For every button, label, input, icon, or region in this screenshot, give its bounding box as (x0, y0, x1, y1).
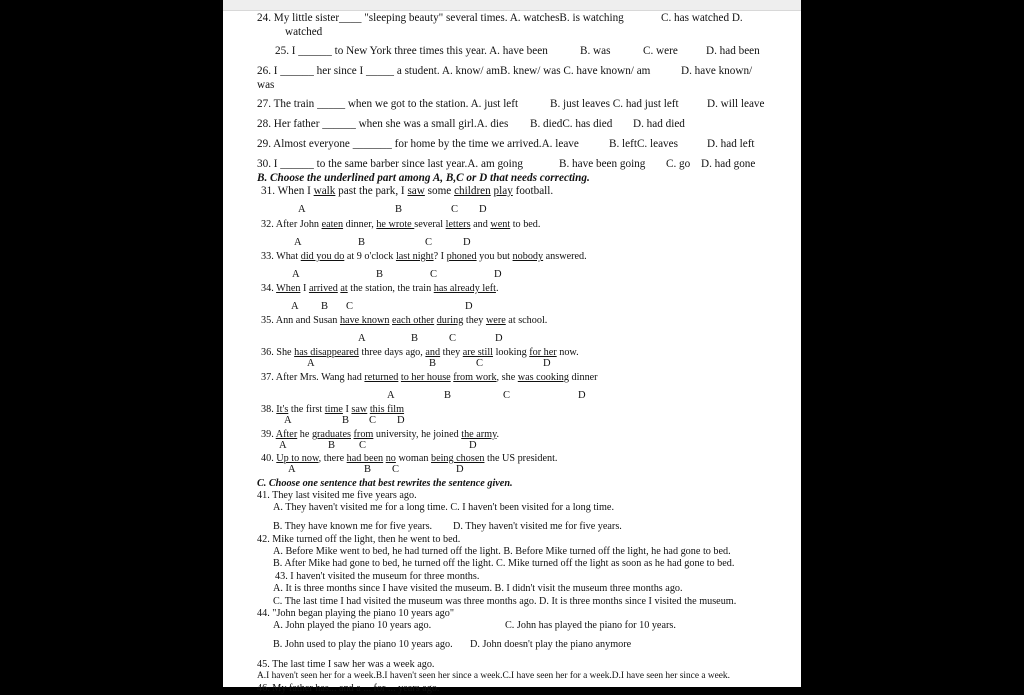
q31-label-a: A (298, 204, 306, 215)
q42-question: 42. Mike turned off the light, then he went to bed. (257, 534, 461, 545)
q41-option-d: D. They haven't visited me for five years. (453, 521, 622, 532)
q35-label-b: B (411, 333, 419, 344)
q25-text: 25. I ______ to New York three times this year. A. have been (275, 45, 548, 57)
q40-label-a: A (288, 464, 296, 475)
q32-label-c: C (425, 237, 433, 248)
q27-text: 27. The train _____ when we got to the station. A. just left (257, 98, 519, 110)
q37-sentence: 37. After Mrs. Wang had returned to her house from work, she was cooking dinner (261, 372, 598, 383)
q40-label-b: B (364, 464, 372, 475)
q39-label-b: B (328, 440, 336, 451)
q44-option-c: C. John has played the piano for 10 years. (505, 620, 676, 631)
q38-label-d: D (397, 415, 405, 426)
q29-option-d: D. had left (707, 138, 755, 150)
q29-text: 29. Almost everyone _______ for home by the time we arrived.A. leave (257, 138, 579, 150)
q25-option-b: B. was (580, 45, 611, 57)
q44-option-a: A. John played the piano 10 years ago. (273, 620, 432, 631)
q42-options-ab: A. Before Mike went to bed, he had turned off the light. B. Before Mike turned off the light, he had gone to bed. (273, 546, 731, 557)
q34-label-d: D (465, 301, 473, 312)
q37-label-d: D (578, 390, 586, 401)
q40-sentence: 40. Up to now, there had been no woman being chosen the US president. (261, 453, 558, 464)
q43-options-cd: C. The last time I had visited the museum was three months ago. D. It is three months since I visited the museum. (273, 596, 737, 607)
q37-label-c: C (503, 390, 511, 401)
q28-text: 28. Her father ______ when she was a small girl.A. dies (257, 118, 509, 130)
section-b-heading: B. Choose the underlined part among A, B,C or D that needs correcting. (257, 172, 590, 184)
q39-label-c: C (359, 440, 367, 451)
q36-label-d: D (543, 358, 551, 369)
q35-label-d: D (495, 333, 503, 344)
q43-question: 43. I haven't visited the museum for three months. (275, 571, 480, 582)
q31-label-c: C (451, 204, 459, 215)
document-page (223, 0, 801, 694)
viewer-top-bar (223, 0, 801, 11)
q26-option-d-cont: was (257, 79, 275, 91)
q24-option-cd: C. has watched D. (661, 12, 743, 24)
q34-sentence: 34. When I arrived at the station, the train has already left. (261, 283, 499, 294)
q39-label-a: A (279, 440, 287, 451)
q28-option-d: D. had died (633, 118, 685, 130)
q38-label-a: A (284, 415, 292, 426)
q32-label-a: A (294, 237, 302, 248)
q37-label-b: B (444, 390, 452, 401)
q36-label-a: A (307, 358, 315, 369)
q38-sentence: 38. It's the first time I saw this film (261, 404, 405, 415)
q35-label-c: C (449, 333, 457, 344)
q25-option-c: C. were (643, 45, 678, 57)
q32-sentence: 32. After John eaten dinner, he wrote several letters and went to bed. (261, 219, 541, 230)
q35-label-a: A (358, 333, 366, 344)
q24-option-d-cont: watched (285, 26, 323, 38)
q24-text: 24. My little sister____ "sleeping beauty" several times. A. watchesB. is watching (257, 12, 624, 24)
q26-option-d: D. have known/ (681, 65, 753, 77)
q32-label-b: B (358, 237, 366, 248)
q29-option-bc: B. leftC. leaves (609, 138, 678, 150)
q30-option-c: C. go (666, 158, 691, 170)
q33-label-d: D (494, 269, 502, 280)
q25-option-d: D. had been (706, 45, 760, 57)
q40-label-c: C (392, 464, 400, 475)
q35-sentence: 35. Ann and Susan have known each other during they were at school. (261, 315, 548, 326)
q34-label-a: A (291, 301, 299, 312)
q44-option-d: D. John doesn't play the piano anymore (470, 639, 632, 650)
section-c-heading: C. Choose one sentence that best rewrites the sentence given. (257, 478, 513, 489)
q34-label-c: C (346, 301, 354, 312)
q43-options-ab: A. It is three months since I have visited the museum. B. I didn't visit the museum three months ago. (273, 583, 683, 594)
q30-option-b: B. have been going (559, 158, 646, 170)
q42-options-bc: B. After Mike had gone to bed, he turned off the light. C. Mike turned off the light as soon as he had gone to bed. (273, 558, 735, 569)
q27-option-bc: B. just leaves C. had just left (550, 98, 679, 110)
q38-label-b: B (342, 415, 350, 426)
q44-option-b: B. John used to play the piano 10 years ago. (273, 639, 453, 650)
q37-label-a: A (387, 390, 395, 401)
q39-label-d: D (469, 440, 477, 451)
q41-option-b: B. They have known me for five years. (273, 521, 433, 532)
q36-label-c: C (476, 358, 484, 369)
q30-text: 30. I ______ to the same barber since last year.A. am going (257, 158, 523, 170)
q31-sentence: 31. When I walk past the park, I saw some children play football. (261, 185, 554, 197)
q32-label-d: D (463, 237, 471, 248)
q30-option-d: D. had gone (701, 158, 756, 170)
q33-sentence: 33. What did you do at 9 o'clock last night? I phoned you but nobody answered. (261, 251, 587, 262)
q28-option-bc: B. diedC. has died (530, 118, 613, 130)
q27-option-d: D. will leave (707, 98, 765, 110)
q39-sentence: 39. After he graduates from university, he joined the army. (261, 429, 500, 440)
q31-label-d: D (479, 204, 487, 215)
q33-label-a: A (292, 269, 300, 280)
q41-options-ac: A. They haven't visited me for a long time. C. I haven't been visited for a long time. (273, 502, 615, 513)
q46-cutoff-line: 46. My father has... and a ... for ... years ago. (257, 683, 440, 694)
q41-question: 41. They last visited me five years ago. (257, 490, 417, 501)
q31-label-b: B (395, 204, 403, 215)
q44-question: 44. "John began playing the piano 10 years ago" (257, 608, 455, 619)
q34-label-b: B (321, 301, 329, 312)
q40-label-d: D (456, 464, 464, 475)
q36-label-b: B (429, 358, 437, 369)
q45-question: 45. The last time I saw her was a week ago. (257, 659, 435, 670)
q33-label-b: B (376, 269, 384, 280)
q26-text: 26. I ______ her since I _____ a student. A. know/ amB. knew/ was C. have known/ am (257, 65, 651, 77)
q38-label-c: C (369, 415, 377, 426)
q45-options: A.I haven't seen her for a week.B.I haven't seen her since a week.C.I have seen her for a week.D.I have seen her since a week. (257, 671, 730, 681)
q33-label-c: C (430, 269, 438, 280)
q36-sentence: 36. She has disappeared three days ago, and they are still looking for her now. (261, 347, 579, 358)
